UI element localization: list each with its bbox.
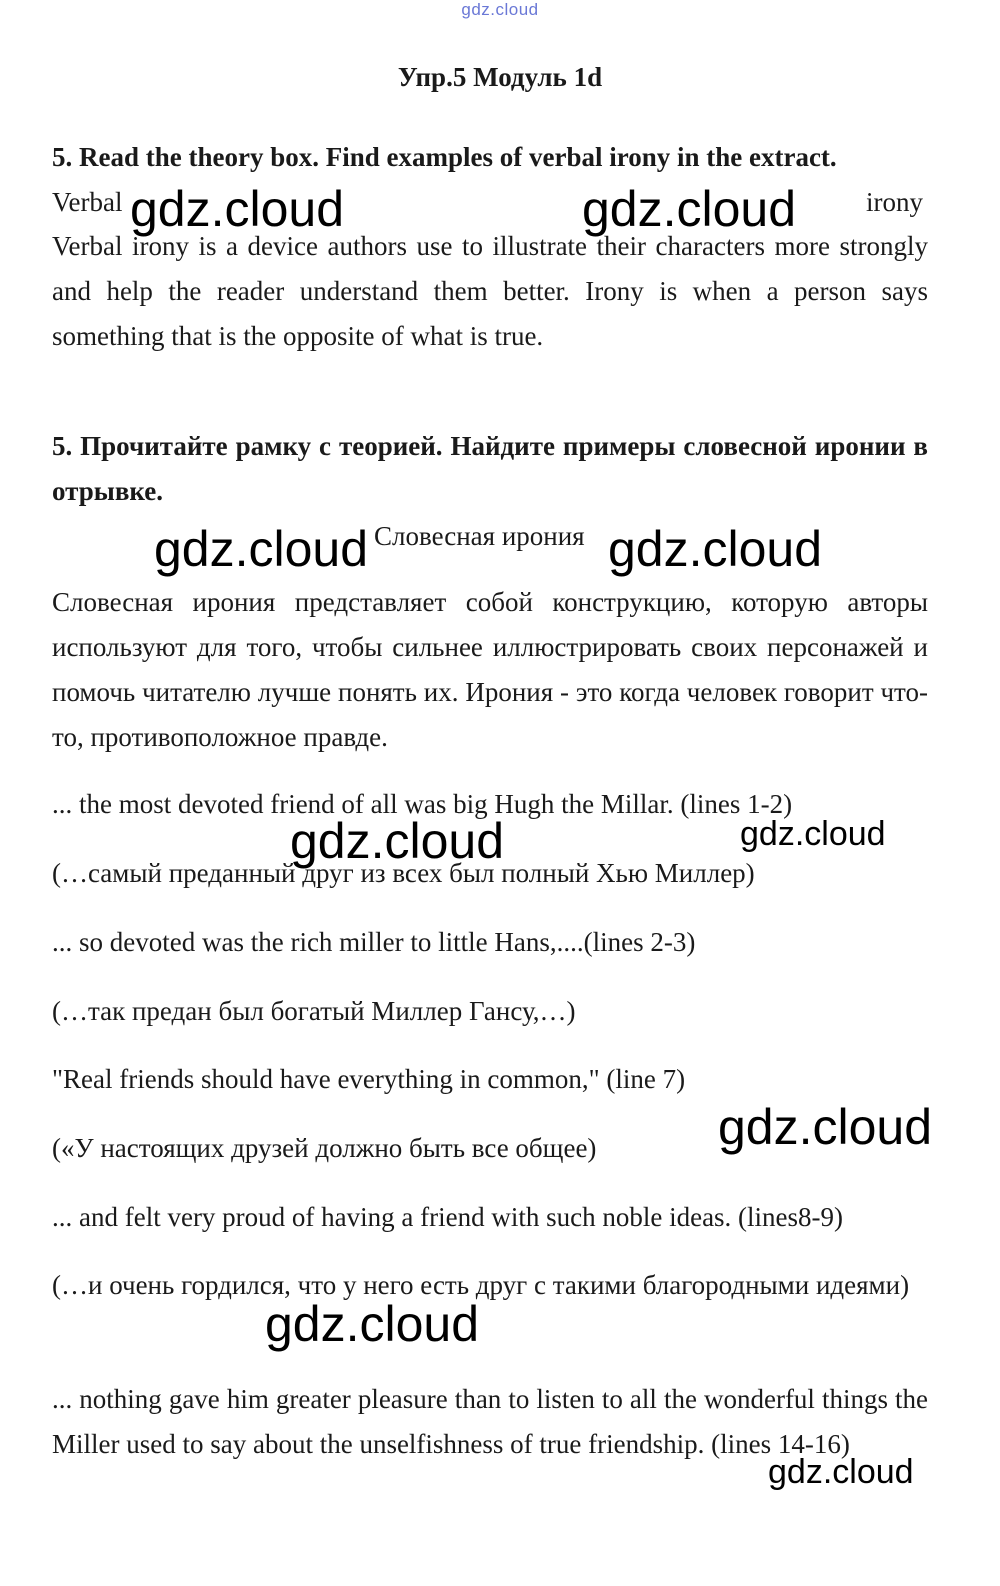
- russian-theory: Словесная ирония представляет собой конструкцию, которую авторы используют для того, чтобы сильнее иллюстрировать своих персонажей и помочь читателю лучше понять их. Ирония - это когда человек говорит что-то, противоположное правде.: [52, 587, 928, 752]
- example-2-en: ... so devoted was the rich miller to little Hans,....(lines 2-3): [52, 927, 696, 957]
- example-5-en: ... nothing gave him greater pleasure than to listen to all the wonderful things the Miller used to say about the unselfishness of true friendship. (lines 14-16): [52, 1384, 928, 1459]
- watermark: gdz.cloud: [130, 181, 345, 237]
- example-3-ru: («У настоящих друзей должно быть все общее): [52, 1133, 597, 1163]
- watermark: gdz.cloud: [582, 181, 797, 237]
- example-3-en: "Real friends should have everything in common," (line 7): [52, 1064, 686, 1094]
- example-1-en: ... the most devoted friend of all was big Hugh the Millar. (lines 1-2): [52, 789, 793, 819]
- watermark: gdz.cloud: [154, 521, 369, 577]
- page-title: Упр.5 Модуль 1d: [397, 62, 603, 92]
- watermark: gdz.cloud: [740, 815, 886, 853]
- example-4-ru: (…и очень гордился, что у него есть друг с такими благородными идеями): [52, 1270, 910, 1300]
- watermark: gdz.cloud: [290, 813, 505, 869]
- example-1-ru: (…самый преданный друг из всех был полный Хью Миллер): [52, 858, 755, 888]
- english-box-title-left: Verbal: [52, 187, 123, 217]
- watermark: gdz.cloud: [718, 1099, 933, 1155]
- english-task: 5. Read the theory box. Find examples of verbal irony in the extract.: [52, 142, 837, 172]
- watermark: gdz.cloud: [265, 1296, 480, 1352]
- watermark: gdz.cloud: [768, 1453, 914, 1491]
- watermark: gdz.cloud: [608, 521, 823, 577]
- example-4-en: ... and felt very proud of having a friend with such noble ideas. (lines8-9): [52, 1202, 844, 1232]
- russian-box-title: Словесная ирония: [374, 521, 585, 551]
- russian-task: 5. Прочитайте рамку с теорией. Найдите примеры словесной иронии в отрывке.: [52, 431, 928, 506]
- english-theory: Verbal irony is a device authors use to illustrate their characters more strongly and help the reader understand them better. Irony is when a person says something that is the opposite of what is true.: [52, 231, 928, 351]
- english-box-title-right: irony: [866, 187, 923, 217]
- example-2-ru: (…так предан был богатый Миллер Гансу,…): [52, 996, 576, 1026]
- top-watermark: gdz.cloud: [461, 0, 539, 19]
